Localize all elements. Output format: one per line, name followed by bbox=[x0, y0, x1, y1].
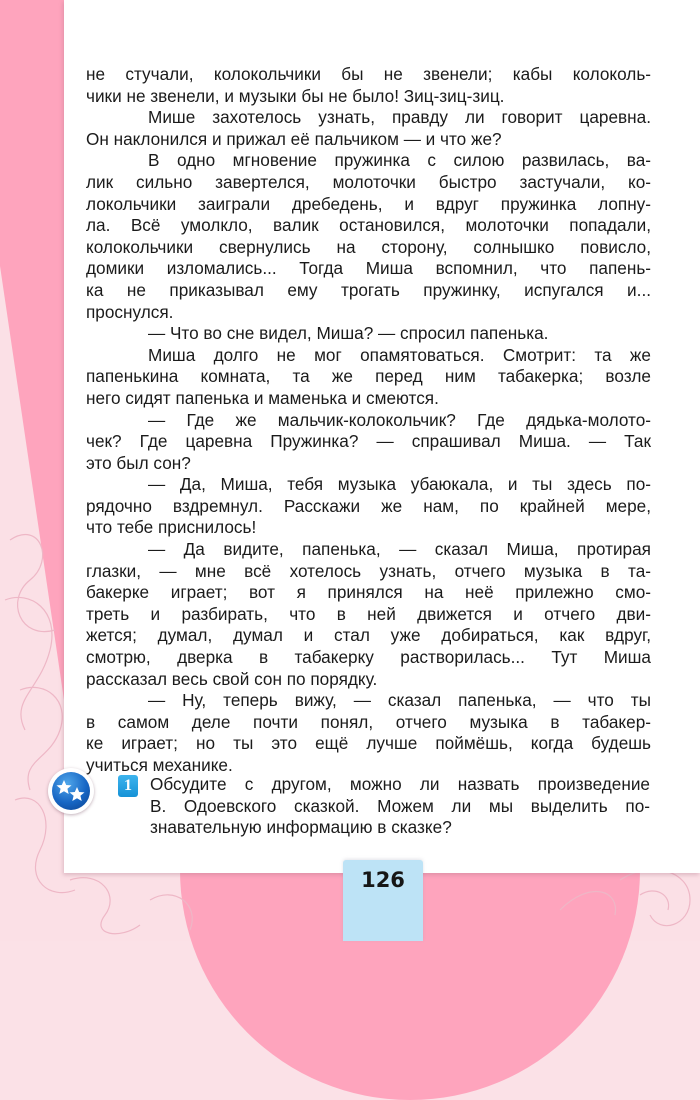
text-line: — Ну, теперь вижу, — сказал папенька, — что ты bbox=[148, 690, 651, 711]
pair-work-badge bbox=[48, 768, 94, 814]
text-line: лик сильно завертелся, молоточки быстро застучали, ко- bbox=[86, 171, 651, 192]
text-line: папенькина комната, та же перед ним табакерка; возле bbox=[86, 366, 651, 387]
text-line: — Да, Миша, тебя музыка убаюкала, и ты здесь по- bbox=[148, 474, 651, 495]
story-paragraph bbox=[86, 323, 651, 345]
text-line: чек? Где царевна Пружинка? — спрашивал Миша. — Так bbox=[86, 431, 651, 452]
text-line: чики не звенели, и музыки бы не было! Зиц-зиц-зиц. bbox=[86, 85, 505, 106]
text-line: локольчики заиграли дребедень, и вдруг пружинка лопну- bbox=[86, 193, 651, 214]
page-number: 126 bbox=[361, 868, 405, 892]
text-line: В одно мгновение пружинка с силою развилась, ва- bbox=[148, 150, 651, 171]
text-line: Мише захотелось узнать, правду ли говорит царевна. bbox=[148, 107, 651, 128]
text-line: это был сон? bbox=[86, 452, 191, 473]
text-line: ка не приказывал ему трогать пружинку, испугался и... bbox=[86, 279, 651, 300]
task-1 bbox=[118, 774, 650, 839]
story-paragraph bbox=[86, 107, 651, 150]
text-line: жется; думал, думал и стал уже добираться, как вдруг, bbox=[86, 625, 651, 646]
text-line: Он наклонился и прижал её пальчиком — и что же? bbox=[86, 128, 502, 149]
story-paragraph bbox=[86, 690, 651, 776]
text-line: колокольчики свернулись на сторону, солнышко повисло, bbox=[86, 236, 651, 257]
text-line: ке играет; но ты это ещё лучше поймёшь, когда будешь bbox=[86, 733, 651, 754]
text-line: не стучали, колокольчики бы не звенели; кабы колоколь- bbox=[86, 64, 651, 84]
text-line: глазки, — мне всё хотелось узнать, отчего музыка в та- bbox=[86, 560, 651, 581]
text-line: рассказал весь свой сон по порядку. bbox=[86, 668, 378, 689]
text-line: рядочно вздремнул. Расскажи же нам, по крайней мере, bbox=[86, 495, 651, 516]
text-line: бакерке играет; вот я принялся на неё прилежно смо- bbox=[86, 582, 651, 603]
text-line: знавательную информацию в сказке? bbox=[150, 817, 452, 838]
text-line: — Да видите, папенька, — сказал Миша, протирая bbox=[148, 539, 651, 560]
text-line: — Где же мальчик-колокольчик? Где дядька-молото- bbox=[148, 409, 651, 430]
story-paragraph bbox=[86, 474, 651, 539]
text-line: ла. Всё умолкло, валик остановился, молоточки попадали, bbox=[86, 215, 651, 236]
text-line: Миша долго не мог опамятоваться. Смотрит: та же bbox=[148, 344, 651, 365]
text-line: — Что во сне видел, Миша? — спросил папенька. bbox=[148, 323, 549, 344]
story-paragraph bbox=[86, 410, 651, 475]
story-text bbox=[86, 64, 651, 777]
text-line: Обсудите с другом, можно ли назвать произведение bbox=[150, 774, 650, 794]
page-number-tab bbox=[343, 860, 423, 941]
text-line: в самом деле почти понял, отчего музыка в табакер- bbox=[86, 711, 651, 732]
story-paragraph bbox=[86, 64, 651, 107]
story-paragraph bbox=[86, 539, 651, 690]
text-line: учиться механике. bbox=[86, 755, 233, 775]
story-paragraph bbox=[86, 150, 651, 323]
text-line: треть и разбирать, что в ней движется и отчего дви- bbox=[86, 603, 651, 624]
text-line: что тебе приснилось! bbox=[86, 517, 257, 538]
two-stars-icon bbox=[52, 772, 90, 810]
text-line: В. Одоевского сказкой. Можем ли мы выделить по- bbox=[150, 795, 650, 816]
text-line: проснулся. bbox=[86, 301, 174, 322]
text-line: смотрю, дверка в табакерку растворилась... Тут Миша bbox=[86, 647, 651, 668]
task-number-badge: 1 bbox=[118, 775, 138, 797]
text-line: него сидят папенька и маменька и смеются. bbox=[86, 387, 439, 408]
story-paragraph bbox=[86, 345, 651, 410]
task-question bbox=[150, 774, 650, 839]
text-line: домики изломались... Тогда Миша вспомнил, что папень- bbox=[86, 258, 651, 279]
